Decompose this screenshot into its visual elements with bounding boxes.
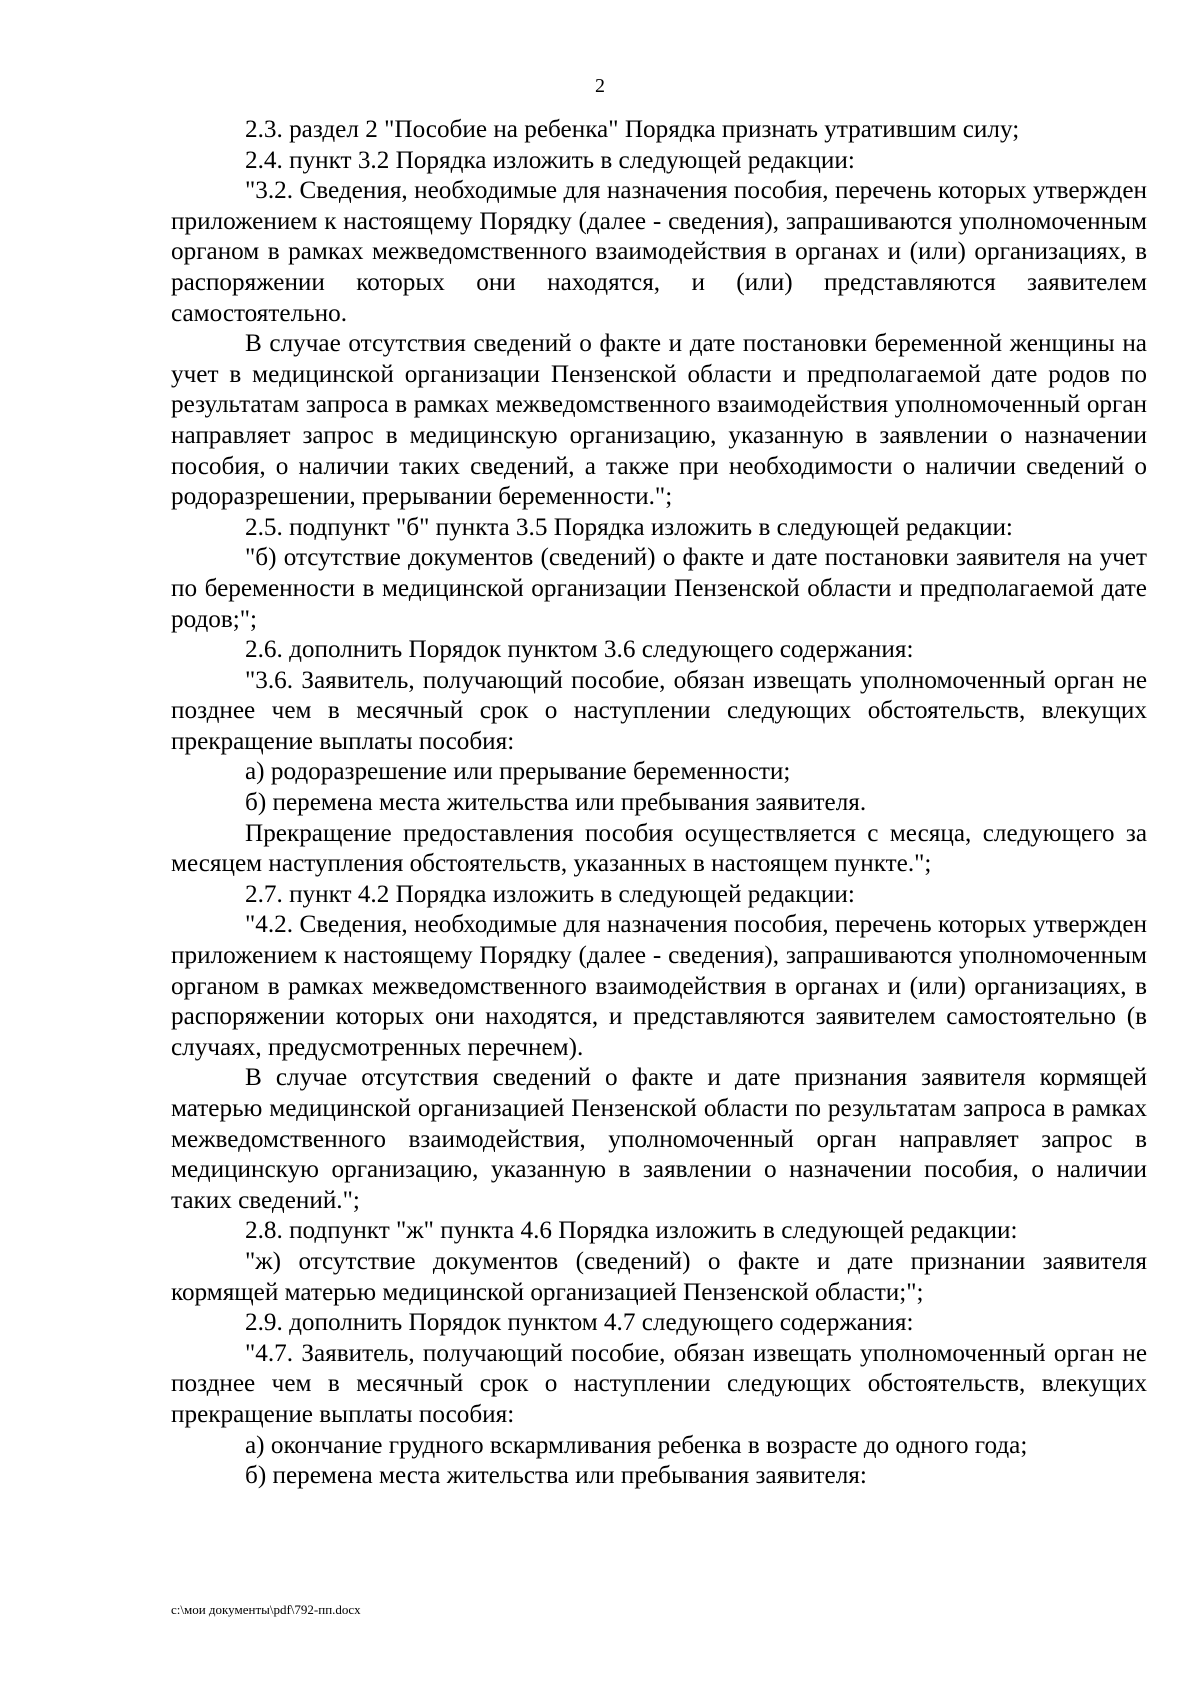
paragraph-subitem-b: "б) отсутствие документов (сведений) о факте и дате постановки заявителя на учет по беременности в медицинской организации Пензенской области и предполагаемой дате родов;";: [171, 544, 1147, 633]
paragraph-2-3: 2.3. раздел 2 "Пособие на ребенка" Порядка признать утратившим силу;: [245, 116, 1020, 143]
paragraph-2-9: 2.9. дополнить Порядок пунктом 4.7 следующего содержания:: [245, 1309, 914, 1337]
file-path-footer: c:\мои документы\pdf\792-пп.docx: [171, 1602, 361, 1617]
paragraph-3-2-second: В случае отсутствия сведений о факте и дате постановки беременной женщины на учет в медицинской организации Пензенской области и предполагаемой дате родов по результатам запроса в рамках межведомственного взаимодействия уполномоченный орган направляет запрос в медицинскую организацию, указанную в заявлении о назначении пособия, о наличии таких сведений, а также при необходимости о наличии сведений о родоразрешении, прерывании беременности.";: [171, 330, 1147, 511]
document-body: [171, 115, 1147, 1492]
paragraph-3-6-text: "3.6. Заявитель, получающий пособие, обязан извещать уполномоченный орган не позднее чем в месячный срок о наступлении следующих обстоятельств, влекущих прекращение выплаты пособия:: [171, 666, 1147, 755]
paragraph-4-7-text: "4.7. Заявитель, получающий пособие, обязан извещать уполномоченный орган не позднее чем в месячный срок о наступлении следующих обстоятельств, влекущих прекращение выплаты пособия:: [171, 1339, 1147, 1428]
paragraph-2-4: 2.4. пункт 3.2 Порядка изложить в следующей редакции:: [245, 146, 855, 174]
paragraph-2-8: 2.8. подпункт "ж" пункта 4.6 Порядка изложить в следующей редакции:: [245, 1217, 1018, 1245]
list-item-b-4-7: б) перемена места жительства или пребывания заявителя:: [245, 1462, 867, 1490]
paragraph-4-2-text: "4.2. Сведения, необходимые для назначения пособия, перечень которых утвержден приложением к настоящему Порядку (далее - сведения), запрашиваются уполномоченным органом в рамках межведомственного взаимодействия в органах и (или) организациях, в распоряжении которых они находятся, и представляются заявителем самостоятельно (в случаях, предусмотренных перечнем).: [171, 911, 1147, 1061]
paragraph-2-6: 2.6. дополнить Порядок пунктом 3.6 следующего содержания:: [245, 636, 914, 664]
paragraph-2-5: 2.5. подпункт "б" пункта 3.5 Порядка изложить в следующей редакции:: [245, 513, 1013, 541]
list-item-b: б) перемена места жительства или пребывания заявителя.: [245, 789, 867, 817]
page-number: 2: [595, 75, 605, 97]
paragraph-2-7: 2.7. пункт 4.2 Порядка изложить в следующей редакции:: [245, 880, 855, 908]
list-item-a: а) родоразрешение или прерывание беременности;: [245, 758, 791, 786]
paragraph-4-2-second: В случае отсутствия сведений о факте и дате признания заявителя кормящей матерью медицинской организацией Пензенской области по результатам запроса в рамках межведомственного взаимодействия, уполномоченный орган направляет запрос в медицинскую организацию, указанную в заявлении о назначении пособия, о наличии таких сведений.";: [171, 1064, 1147, 1214]
paragraph-3-2-text: "3.2. Сведения, необходимые для назначения пособия, перечень которых утвержден приложением к настоящему Порядку (далее - сведения), запрашиваются уполномоченным органом в рамках межведомственного взаимодействия в органах и (или) организациях, в распоряжении которых они находятся, и (или) представляются заявителем самостоятельно.: [171, 177, 1147, 327]
paragraph-termination: Прекращение предоставления пособия осуществляется с месяца, следующего за месяцем наступления обстоятельств, указанных в настоящем пункте.";: [171, 819, 1147, 878]
list-item-a-4-7: а) окончание грудного вскармливания ребенка в возрасте до одного года;: [245, 1431, 1028, 1459]
paragraph-subitem-zh: "ж) отсутствие документов (сведений) о факте и дате признании заявителя кормящей матерью медицинской организацией Пензенской области;";: [171, 1247, 1147, 1306]
